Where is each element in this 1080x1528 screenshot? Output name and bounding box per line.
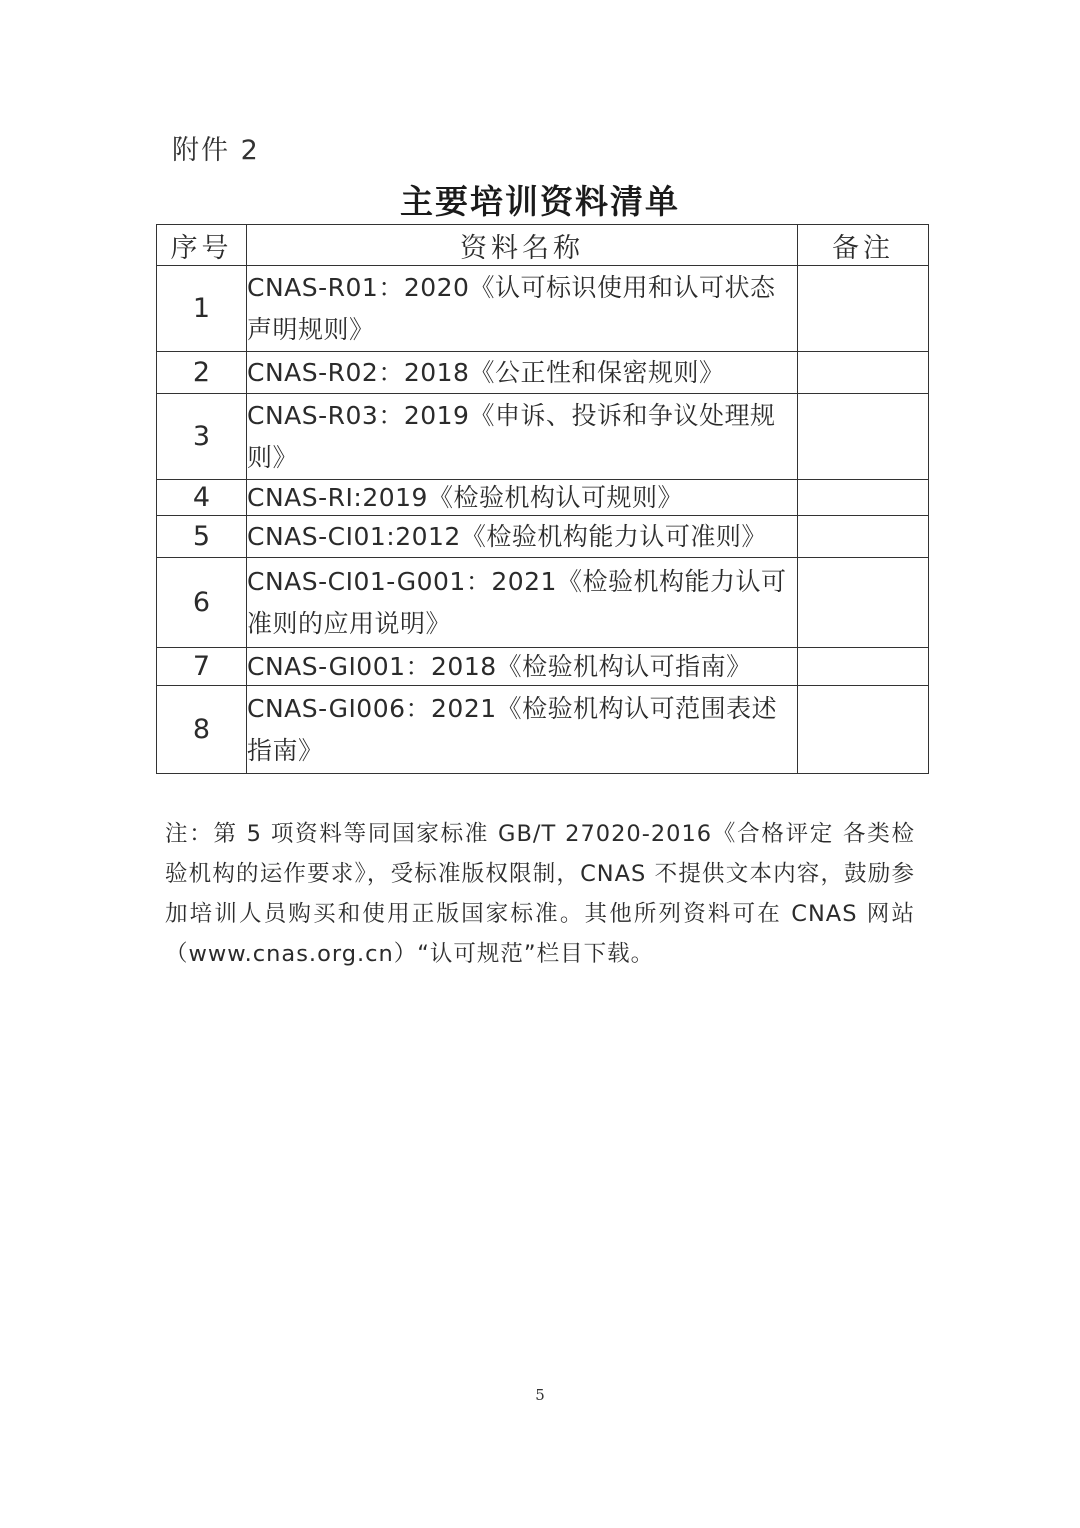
- row-remarks: [798, 480, 929, 516]
- row-serial-number: 3: [157, 394, 247, 480]
- row-serial-number: 4: [157, 480, 247, 516]
- row-remarks: [798, 394, 929, 480]
- table-row: [157, 516, 929, 558]
- table-row: [157, 394, 929, 480]
- row-material-name: CNAS-GI001：2018《检验机构认可指南》: [247, 648, 798, 686]
- row-material-name: CNAS-CI01:2012《检验机构能力认可准则》: [247, 516, 798, 558]
- row-serial-number: 7: [157, 648, 247, 686]
- row-serial-number: 5: [157, 516, 247, 558]
- table-header-row: [157, 225, 929, 266]
- attachment-label: 附件 2: [172, 135, 260, 166]
- footnote: 注：第 5 项资料等同国家标准 GB/T 27020-2016《合格评定 各类检验机构的运作要求》，受标准版权限制，CNAS 不提供文本内容，鼓励参加培训人员购买和使用正版国家标准。其他所列资料可在 CNAS 网站（www.cnas.org.cn）“认可规范”栏目下载。: [165, 821, 915, 967]
- row-material-name: CNAS-RI:2019《检验机构认可规则》: [247, 480, 798, 516]
- table-row: [157, 648, 929, 686]
- table-row: [157, 558, 929, 648]
- table-row: [157, 686, 929, 774]
- page-number: 5: [535, 1386, 545, 1404]
- row-serial-number: 6: [157, 558, 247, 648]
- row-material-name: CNAS-R02：2018《公正性和保密规则》: [247, 352, 798, 394]
- document-title: 主要培训资料清单: [400, 182, 680, 221]
- header-remarks: 备注: [798, 225, 929, 266]
- row-remarks: [798, 266, 929, 352]
- row-remarks: [798, 648, 929, 686]
- row-remarks: [798, 686, 929, 774]
- table-row: [157, 266, 929, 352]
- row-serial-number: 2: [157, 352, 247, 394]
- row-serial-number: 8: [157, 686, 247, 774]
- row-material-name: CNAS-R03：2019《申诉、投诉和争议处理规则》: [247, 394, 798, 480]
- table-row: [157, 352, 929, 394]
- row-material-name: CNAS-CI01-G001：2021《检验机构能力认可准则的应用说明》: [247, 558, 798, 648]
- header-serial-number: 序号: [157, 225, 247, 266]
- row-remarks: [798, 352, 929, 394]
- row-material-name: CNAS-GI006：2021《检验机构认可范围表述指南》: [247, 686, 798, 774]
- training-materials-table: [156, 224, 929, 774]
- row-serial-number: 1: [157, 266, 247, 352]
- row-material-name: CNAS-R01：2020《认可标识使用和认可状态声明规则》: [247, 266, 798, 352]
- table-row: [157, 480, 929, 516]
- row-remarks: [798, 558, 929, 648]
- row-remarks: [798, 516, 929, 558]
- header-material-name: 资料名称: [247, 225, 798, 266]
